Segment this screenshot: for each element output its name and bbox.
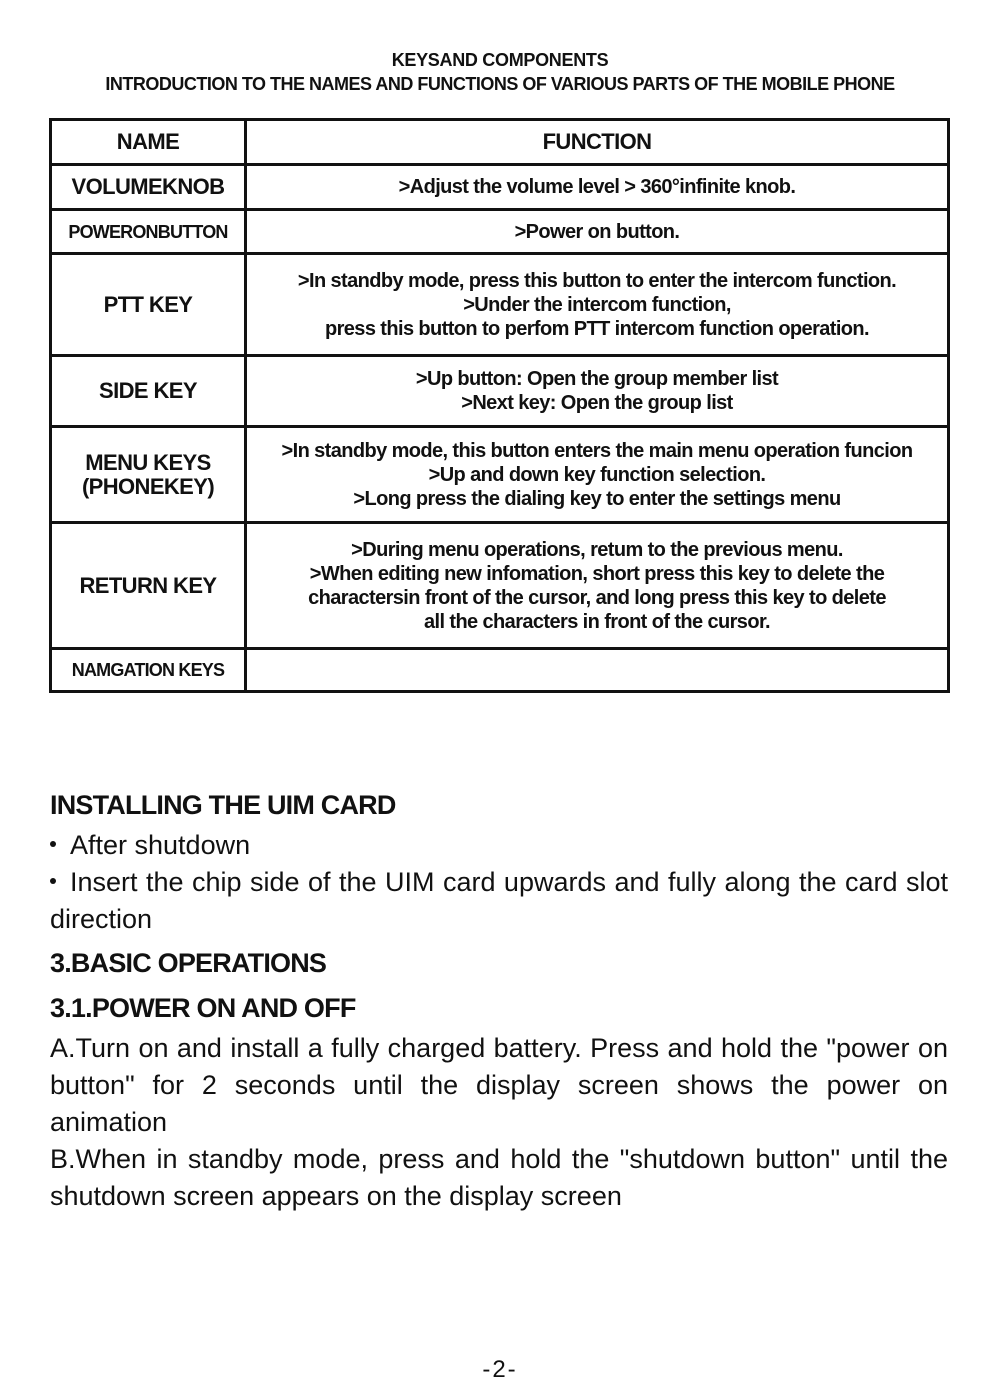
install-bullet-2: Insert the chip side of the UIM card upwards and fully along the card slot direction bbox=[50, 867, 948, 934]
table-row bbox=[51, 165, 949, 210]
key-function: >In standby mode, press this button to enter the intercom function. >Under the intercom function, press this button to perfom PTT intercom function operation. bbox=[246, 254, 949, 356]
key-function bbox=[246, 649, 949, 692]
power-on-paragraph: A.Turn on and install a fully charged battery. Press and hold the "power on button" for 2 seconds until the display screen shows the power on animation bbox=[50, 1033, 948, 1137]
key-name: SIDE KEY bbox=[51, 356, 246, 427]
key-function: >Power on button. bbox=[246, 210, 949, 254]
page-subheading: INTRODUCTION TO THE NAMES AND FUNCTIONS OF VARIOUS PARTS OF THE MOBILE PHONE bbox=[105, 74, 895, 94]
bullet-icon bbox=[50, 841, 56, 847]
key-name: VOLUMEKNOB bbox=[51, 165, 246, 210]
key-function: >Up button: Open the group member list >Next key: Open the group list bbox=[246, 356, 949, 427]
key-function: >During menu operations, retum to the previous menu. >When editing new infomation, short press this key to delete the charactersin front of the cursor, and long press this key to delete all the characters in front of the cursor. bbox=[246, 523, 949, 649]
key-function: >Adjust the volume level > 360°infinite knob. bbox=[246, 165, 949, 210]
key-function: >In standby mode, this button enters the main menu operation funcion >Up and down key function selection. >Long press the dialing key to enter the settings menu bbox=[246, 427, 949, 523]
key-name: MENU KEYS (PHONEKEY) bbox=[51, 427, 246, 523]
table-row bbox=[51, 427, 949, 523]
power-on-off-title: 3.1.POWER ON AND OFF bbox=[50, 993, 356, 1023]
column-header-function: FUNCTION bbox=[246, 120, 949, 165]
page-number: -2- bbox=[482, 1356, 518, 1383]
key-name: PTT KEY bbox=[51, 254, 246, 356]
basic-operations-title: 3.BASIC OPERATIONS bbox=[50, 948, 327, 978]
keys-table bbox=[49, 118, 950, 693]
table-row bbox=[51, 356, 949, 427]
table-row bbox=[51, 254, 949, 356]
install-bullet-1: After shutdown bbox=[50, 827, 948, 864]
table-header-row bbox=[51, 120, 949, 165]
column-header-name: NAME bbox=[51, 120, 246, 165]
page-heading: KEYSAND COMPONENTS bbox=[391, 50, 609, 70]
key-name: RETURN KEY bbox=[51, 523, 246, 649]
key-name: POWERONBUTTON bbox=[51, 210, 246, 254]
bullet-icon bbox=[50, 878, 56, 884]
table-row bbox=[51, 210, 949, 254]
table-row bbox=[51, 523, 949, 649]
power-off-paragraph: B.When in standby mode, press and hold the "shutdown button" until the shutdown screen appears on the display screen bbox=[50, 1144, 948, 1211]
install-title: INSTALLING THE UIM CARD bbox=[50, 790, 396, 820]
table-row bbox=[51, 649, 949, 692]
key-name: NAMGATION KEYS bbox=[51, 649, 246, 692]
